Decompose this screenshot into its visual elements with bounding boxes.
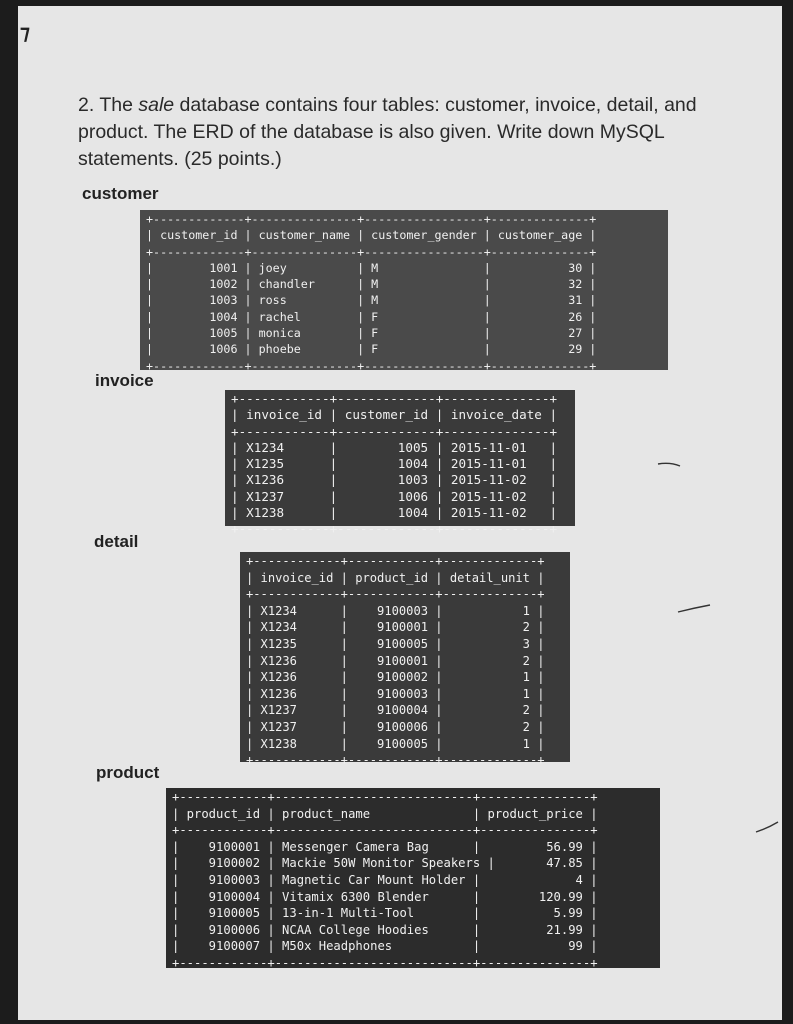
- section-label-invoice: invoice: [95, 371, 154, 390]
- invoice-table: [225, 390, 575, 537]
- pencil-stroke-3: [756, 822, 778, 832]
- paper-page: [18, 6, 782, 1020]
- question-text-before: The: [94, 94, 139, 116]
- customer-table: [140, 210, 668, 373]
- invoice-table-text: +------------+-------------+--------------+ | invoice_id | customer_id | invoice_date | +------------+-------------+--------------+ | X1234 | 1005 | 2015-11-01 | | X1235 | 1004 | 2015-11-01 | | X1236 | 1003 | 2015-11-02 | | X1237 | 1006 | 2015-11-02 | | X1238 | 1004 | 2015-11-02 | +------------+-------------+--------------+: [231, 391, 558, 537]
- section-label-customer: customer: [82, 184, 159, 203]
- question-emphasis: sale: [138, 94, 175, 116]
- question-text-after: database contains four tables: customer, invoice, detail, and product. The ERD of the database is also given. Write down MySQL statements. (25 points.): [78, 94, 697, 170]
- detail-table: [240, 552, 570, 768]
- pencil-stroke-1: [658, 463, 680, 466]
- section-label-product: product: [96, 763, 160, 782]
- question-text: [78, 92, 738, 173]
- product-table-text: +------------+---------------------------+---------------+ | product_id | product_name | product_price | +------------+---------------------------+---------------+ | 9100001 | Messenger Camera Bag | 56.99 | | 9100002 | Mackie 50W Monitor Speakers | 47.85 | | 9100003 | Magnetic Car Mount Holder | 4 | | 9100004 | Vitamix 6300 Blender | 120.99 | | 9100005 | 13-in-1 Multi-Tool | 5.99 | | 9100006 | NCAA College Hoodies | 21.99 | | 9100007 | M50x Headphones | 99 | +------------+---------------------------+---------------+: [172, 790, 598, 970]
- product-table: [166, 788, 660, 968]
- detail-table-text: +------------+------------+-------------+ | invoice_id | product_id | detail_unit | +------------+------------+-------------+ | X1234 | 9100003 | 1 | | X1234 | 9100001 | 2 | | X1235 | 9100005 | 3 | | X1236 | 9100001 | 2 | | X1236 | 9100002 | 1 | | X1236 | 9100003 | 1 | | X1237 | 9100004 | 2 | | X1237 | 9100006 | 2 | | X1238 | 9100005 | 1 | +------------+------------+-------------+: [246, 554, 545, 768]
- customer-table-text: +-------------+---------------+-----------------+--------------+ | customer_id | customer_name | customer_gender | customer_age | +-------------+---------------+-----------------+--------------+ | 1001 | joey | M | 30 | | 1002 | chandler | M | 32 | | 1003 | ross | M | 31 | | 1004 | rachel | F | 26 | | 1005 | monica | F | 27 | | 1006 | phoebe | F | 29 | +-------------+---------------+-----------------+--------------+: [146, 212, 597, 373]
- question-number: 2.: [78, 94, 95, 116]
- section-label-detail: detail: [94, 532, 139, 551]
- pencil-stroke-2: [678, 605, 710, 612]
- pencil-mark-7: ⁊: [20, 22, 30, 44]
